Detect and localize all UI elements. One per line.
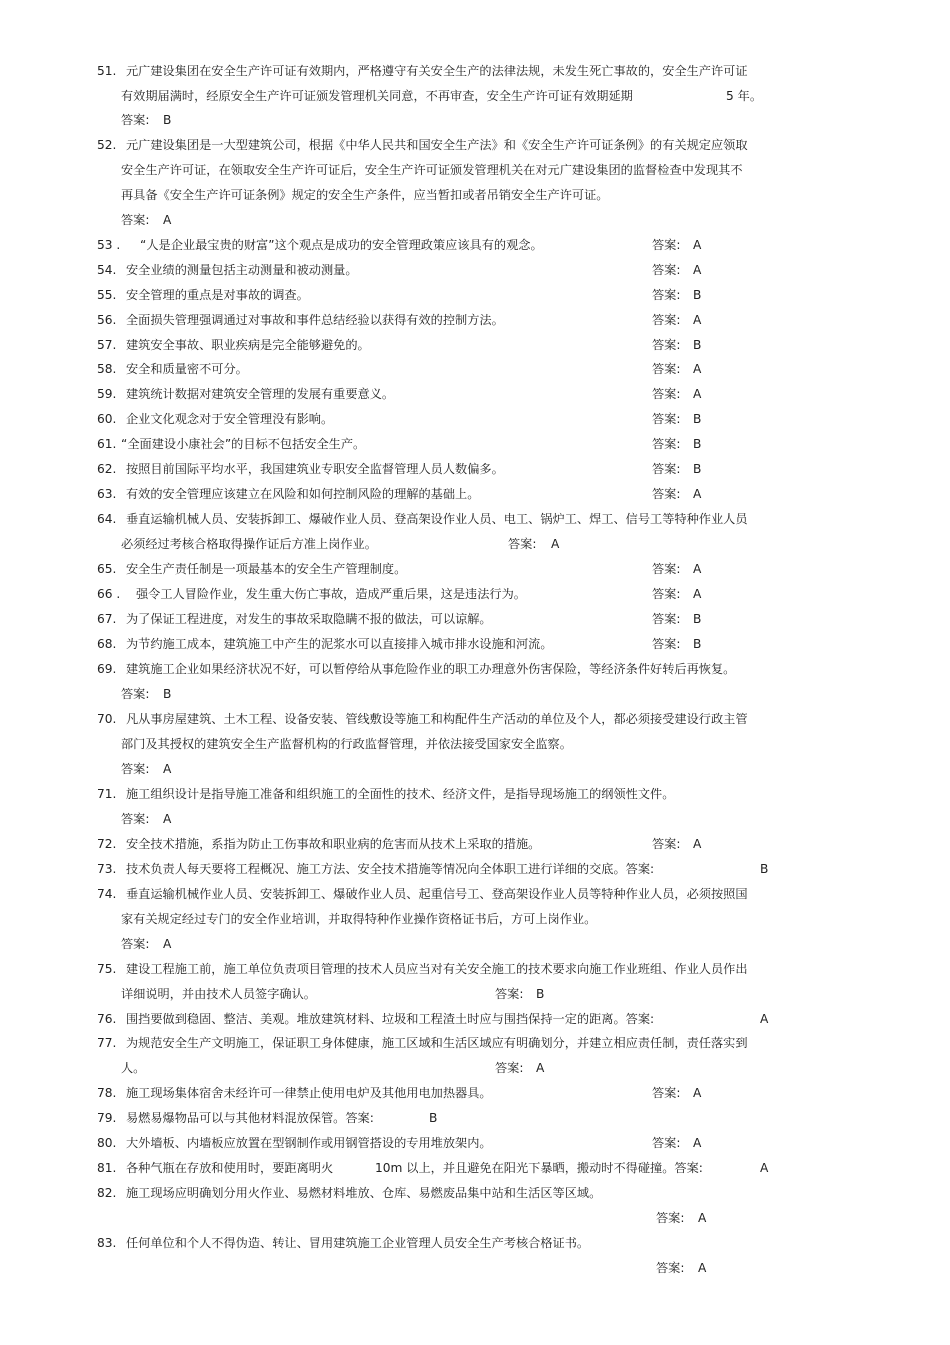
answer-52: [0, 208, 950, 233]
question-75-line2: [0, 982, 950, 1007]
question-51-line2: [0, 84, 950, 109]
answer-value: B: [693, 437, 702, 451]
question-number: 72.: [97, 837, 117, 851]
question-64: [0, 507, 950, 532]
answer-label: 答案:: [652, 313, 681, 327]
question-70: [0, 707, 950, 732]
answer-value: A: [693, 387, 702, 401]
answer-label: 答案:: [652, 1136, 681, 1150]
question-text: 易燃易爆物品可以与其他材料混放保管。答案:: [126, 1111, 374, 1125]
question-54: [0, 258, 950, 283]
answer-value: B: [163, 113, 172, 127]
answer-value: A: [551, 537, 560, 551]
question-63: [0, 482, 950, 507]
answer-label: 答案:: [652, 612, 681, 626]
question-text: 安全技术措施，系指为防止工伤事故和职业病的危害而从技术上采取的措施。: [126, 837, 541, 851]
question-73: [0, 857, 950, 882]
question-text: 必须经过考核合格取得操作证后方准上岗作业。: [121, 537, 377, 551]
answer-51: [0, 108, 950, 133]
question-number: 57.: [97, 338, 117, 352]
question-number: 76.: [97, 1012, 117, 1026]
answer-label: 答案:: [652, 462, 681, 476]
question-number: 77.: [97, 1036, 117, 1050]
question-text: 部门及其授权的建筑安全生产监督机构的行政监督管理，并依法接受国家安全监察。: [121, 737, 572, 751]
answer-label: 答案:: [652, 238, 681, 252]
question-80: [0, 1131, 950, 1156]
answer-value: A: [693, 1086, 702, 1100]
question-text: 按照目前国际平均水平，我国建筑业专职安全监督管理人员人数偏多。: [126, 462, 504, 476]
question-text: 施工组织设计是指导施工准备和组织施工的全面性的技术、经济文件，是指导现场施工的纲领性文件。: [126, 787, 675, 801]
answer-value: A: [163, 937, 172, 951]
question-text: 各种气瓶在存放和使用时，要距离明火: [126, 1161, 334, 1175]
question-number: 64.: [97, 512, 117, 526]
answer-value: A: [693, 562, 702, 576]
question-59: [0, 382, 950, 407]
question-number: 67.: [97, 612, 117, 626]
question-text: 有效的安全管理应该建立在风险和如何控制风险的理解的基础上。: [126, 487, 480, 501]
question-52-line2: [0, 158, 950, 183]
answer-label: 答案:: [652, 487, 681, 501]
answer-value: A: [163, 812, 172, 826]
answer-label: 答案:: [652, 412, 681, 426]
question-82: [0, 1181, 950, 1206]
question-67: [0, 607, 950, 632]
question-64-line2: [0, 532, 950, 557]
answer-value: B: [760, 862, 769, 876]
question-number: 53 .: [97, 238, 121, 252]
question-72: [0, 832, 950, 857]
question-text: 安全管理的重点是对事故的调查。: [126, 288, 309, 302]
question-65: [0, 557, 950, 582]
question-70-line2: [0, 732, 950, 757]
question-number: 52.: [97, 138, 117, 152]
answer-value: A: [760, 1012, 769, 1026]
answer-74: [0, 932, 950, 957]
question-77-line2: [0, 1056, 950, 1081]
question-text: 建设工程施工前，施工单位负责项目管理的技术人员应当对有关安全施工的技术要求向施工作业班组、作业人员作出: [126, 962, 748, 976]
answer-label: 答案:: [508, 537, 537, 551]
question-52-line3: [0, 183, 950, 208]
question-74: [0, 882, 950, 907]
answer-value: A: [693, 587, 702, 601]
answer-83: [0, 1256, 950, 1281]
question-number: 75.: [97, 962, 117, 976]
question-75: [0, 957, 950, 982]
question-number: 81.: [97, 1161, 117, 1175]
answer-value: A: [693, 362, 702, 376]
question-text: 安全和质量密不可分。: [126, 362, 248, 376]
answer-label: 答案:: [121, 113, 150, 127]
question-text: 详细说明，并由技术人员签字确认。: [121, 987, 316, 1001]
answer-label: 答案:: [656, 1261, 685, 1275]
question-number: 62.: [97, 462, 117, 476]
question-79: [0, 1106, 950, 1131]
question-number: 79.: [97, 1111, 117, 1125]
question-69: [0, 657, 950, 682]
question-62: [0, 457, 950, 482]
question-68: [0, 632, 950, 657]
answer-label: 答案:: [652, 562, 681, 576]
question-text: 凡从事房屋建筑、土木工程、设备安装、管线敷设等施工和构配件生产活动的单位及个人，都必须接受建设行政主管: [126, 712, 748, 726]
question-text: 大外墙板、内墙板应放置在型钢制作或用钢管搭设的专用堆放架内。: [126, 1136, 492, 1150]
question-text: 技术负责人每天要将工程概况、施工方法、安全技术措施等情况向全体职工进行详细的交底。答案:: [126, 862, 655, 876]
answer-value: B: [693, 412, 702, 426]
question-57: [0, 333, 950, 358]
question-number: 59.: [97, 387, 117, 401]
answer-label: 答案:: [652, 1086, 681, 1100]
question-77: [0, 1031, 950, 1056]
question-number: 68.: [97, 637, 117, 651]
answer-value: A: [760, 1161, 769, 1175]
question-text-tail: 5 年。: [726, 89, 763, 103]
question-number: 70.: [97, 712, 117, 726]
answer-label: 答案:: [652, 637, 681, 651]
question-number: 54.: [97, 263, 117, 277]
question-text: 为规范安全生产文明施工，保证职工身体健康，施工区域和生活区域应有明确划分，并建立相应责任制，责任落实到: [126, 1036, 748, 1050]
question-number: 55.: [97, 288, 117, 302]
answer-label: 答案:: [652, 387, 681, 401]
answer-label: 答案:: [652, 837, 681, 851]
question-text: 元广建设集团在安全生产许可证有效期内，严格遵守有关安全生产的法律法规，未发生死亡事故的，安全生产许可证: [126, 64, 748, 78]
question-number: 66 .: [97, 587, 121, 601]
answer-label: 答案:: [652, 338, 681, 352]
question-51: [0, 59, 950, 84]
question-text: 人。: [121, 1061, 146, 1075]
question-text: 企业文化观念对于安全管理没有影响。: [126, 412, 334, 426]
answer-value: B: [429, 1111, 438, 1125]
answer-value: A: [163, 213, 172, 227]
answer-label: 答案:: [652, 288, 681, 302]
answer-value: A: [536, 1061, 545, 1075]
answer-value: B: [693, 612, 702, 626]
question-number: 73.: [97, 862, 117, 876]
answer-value: A: [693, 238, 702, 252]
question-71: [0, 782, 950, 807]
question-number: 51.: [97, 64, 117, 78]
answer-label: 答案:: [121, 937, 150, 951]
question-text: 安全业绩的测量包括主动测量和被动测量。: [126, 263, 358, 277]
question-number: 80.: [97, 1136, 117, 1150]
answer-label: 答案:: [652, 437, 681, 451]
question-56: [0, 308, 950, 333]
question-text: 全面损失管理强调通过对事故和事件总结经验以获得有效的控制方法。: [126, 313, 504, 327]
question-text: 为节约施工成本，建筑施工中产生的泥浆水可以直接排入城市排水设施和河流。: [126, 637, 553, 651]
question-number: 78.: [97, 1086, 117, 1100]
answer-label: 答案:: [495, 987, 524, 1001]
question-text: 安全生产责任制是一项最基本的安全生产管理制度。: [126, 562, 407, 576]
answer-value: A: [698, 1211, 707, 1225]
answer-label: 答案:: [656, 1211, 685, 1225]
question-number: 82.: [97, 1186, 117, 1200]
question-text: 为了保证工程进度，对发生的事故采取隐瞒不报的做法，可以谅解。: [126, 612, 492, 626]
question-text: 家有关规定经过专门的安全作业培训，并取得特种作业操作资格证书后，方可上岗作业。: [121, 912, 597, 926]
question-text: 垂直运输机械人员、安装拆卸工、爆破作业人员、登高架设作业人员、电工、锅炉工、焊工、信号工等特种作业人员: [126, 512, 748, 526]
question-text: 垂直运输机械作业人员、安装拆卸工、爆破作业人员、起重信号工、登高架设作业人员等特种作业人员，必须按照国: [126, 887, 748, 901]
question-number: 61.: [97, 437, 117, 451]
question-74-line2: [0, 907, 950, 932]
question-number: 56.: [97, 313, 117, 327]
answer-value: A: [693, 487, 702, 501]
question-61: [0, 432, 950, 457]
answer-value: A: [693, 263, 702, 277]
answer-label: 答案:: [121, 213, 150, 227]
question-text: 建筑施工企业如果经济状况不好，可以暂停给从事危险作业的职工办理意外伤害保险，等经济条件好转后再恢复。: [126, 662, 736, 676]
answer-71: [0, 807, 950, 832]
question-text: 元广建设集团是一大型建筑公司，根据《中华人民共和国安全生产法》和《安全生产许可证条例》的有关规定应领取: [126, 138, 748, 152]
question-60: [0, 407, 950, 432]
question-text: 有效期届满时，经原安全生产许可证颁发管理机关同意，不再审查，安全生产许可证有效期延期: [121, 89, 633, 103]
answer-70: [0, 757, 950, 782]
answer-value: A: [693, 1136, 702, 1150]
question-76: [0, 1007, 950, 1032]
question-number: 71.: [97, 787, 117, 801]
question-number: 69.: [97, 662, 117, 676]
question-text: 任何单位和个人不得伪造、转让、冒用建筑施工企业管理人员安全生产考核合格证书。: [126, 1236, 590, 1250]
question-text: 再具备《安全生产许可证条例》规定的安全生产条件，应当暂扣或者吊销安全生产许可证。: [121, 188, 609, 202]
answer-label: 答案:: [121, 812, 150, 826]
answer-value: B: [163, 687, 172, 701]
answer-value: A: [693, 313, 702, 327]
question-78: [0, 1081, 950, 1106]
answer-value: B: [693, 338, 702, 352]
question-81: [0, 1156, 950, 1181]
answer-label: 答案:: [121, 762, 150, 776]
answer-value: B: [693, 462, 702, 476]
question-number: 83.: [97, 1236, 117, 1250]
question-number: 74.: [97, 887, 117, 901]
answer-value: B: [693, 637, 702, 651]
answer-label: 答案:: [652, 362, 681, 376]
question-58: [0, 357, 950, 382]
question-text-cont: 10m 以上，并且避免在阳光下暴晒，搬动时不得碰撞。答案:: [375, 1161, 703, 1175]
question-52: [0, 133, 950, 158]
question-66: [0, 582, 950, 607]
question-53: [0, 233, 950, 258]
answer-label: 答案:: [652, 263, 681, 277]
question-number: 63.: [97, 487, 117, 501]
answer-label: 答案:: [652, 587, 681, 601]
answer-value: B: [693, 288, 702, 302]
question-number: 65.: [97, 562, 117, 576]
question-text: “全面建设小康社会”的目标不包括安全生产。: [121, 437, 366, 451]
answer-value: B: [536, 987, 545, 1001]
question-83: [0, 1231, 950, 1256]
answer-value: A: [693, 837, 702, 851]
answer-82: [0, 1206, 950, 1231]
question-text: 施工现场集体宿舍未经许可一律禁止使用电炉及其他用电加热器具。: [126, 1086, 492, 1100]
question-text: 建筑安全事故、职业疾病是完全能够避免的。: [126, 338, 370, 352]
question-text: 施工现场应明确划分用火作业、易燃材料堆放、仓库、易燃废品集中站和生活区等区域。: [126, 1186, 602, 1200]
question-text: 强令工人冒险作业，发生重大伤亡事故，造成严重后果，这是违法行为。: [136, 587, 526, 601]
answer-value: A: [163, 762, 172, 776]
question-number: 60.: [97, 412, 117, 426]
answer-69: [0, 682, 950, 707]
answer-value: A: [698, 1261, 707, 1275]
question-text: “人是企业最宝贵的财富”这个观点是成功的安全管理政策应该具有的观念。: [140, 238, 543, 252]
answer-label: 答案:: [121, 687, 150, 701]
question-text: 围挡要做到稳固、整洁、美观。堆放建筑材料、垃圾和工程渣土时应与围挡保持一定的距离。答案:: [126, 1012, 655, 1026]
question-text: 安全生产许可证，在领取安全生产许可证后，安全生产许可证颁发管理机关在对元广建设集团的监督检查中发现其不: [121, 163, 743, 177]
answer-label: 答案:: [495, 1061, 524, 1075]
question-text: 建筑统计数据对建筑安全管理的发展有重要意义。: [126, 387, 395, 401]
question-number: 58.: [97, 362, 117, 376]
question-55: [0, 283, 950, 308]
